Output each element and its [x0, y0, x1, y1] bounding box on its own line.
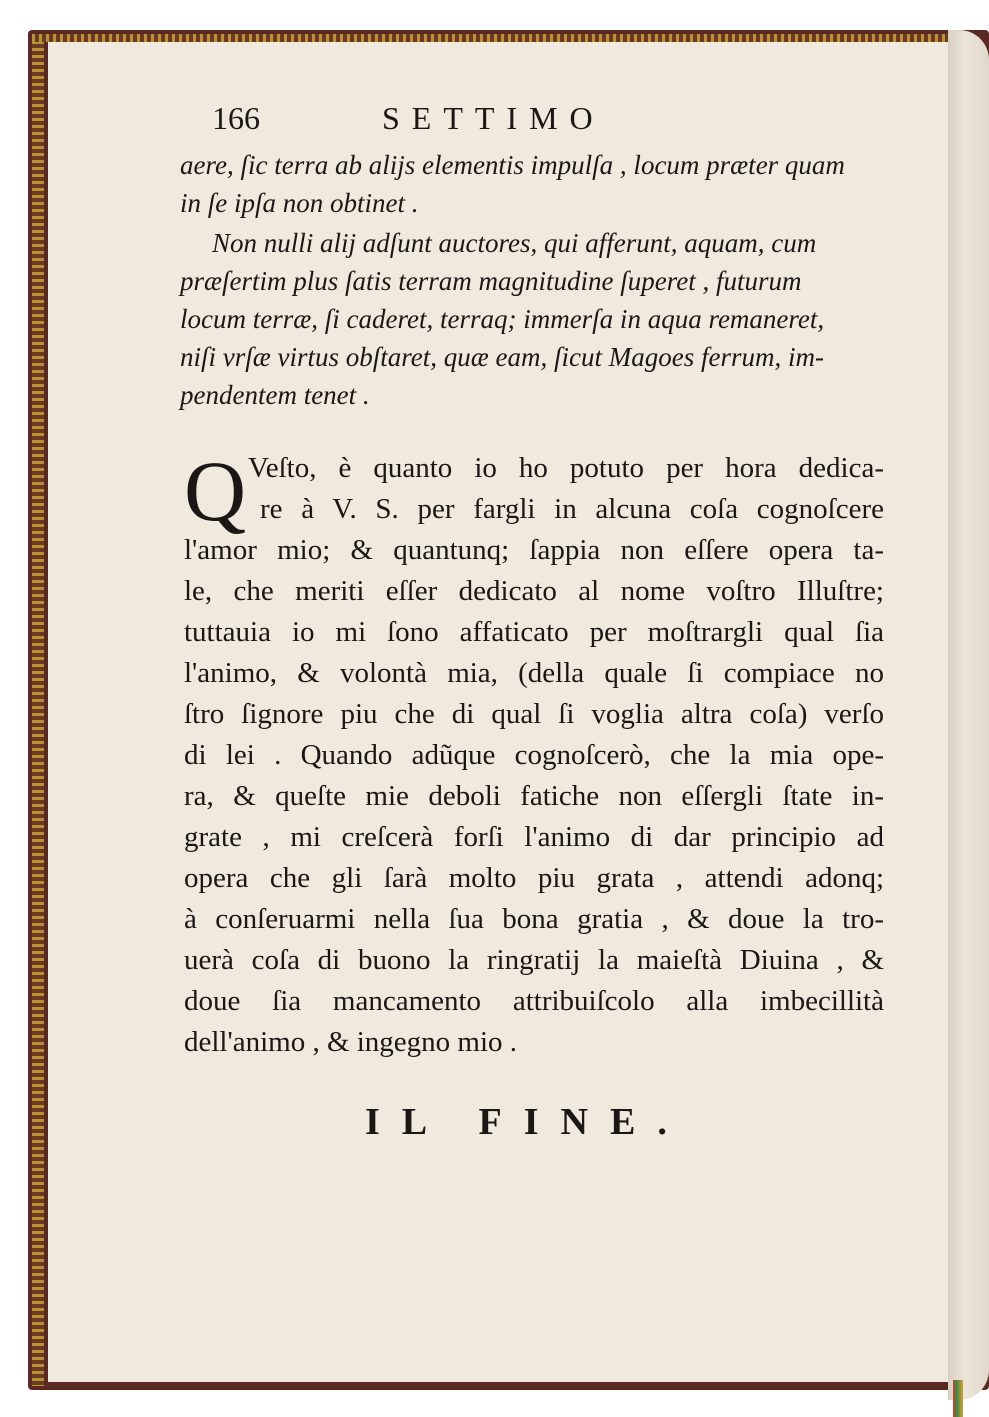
italic-line: Non nulli alij adſunt auctores, qui afferunt, aquam, cum — [212, 228, 817, 258]
text-line: grate , mi creſcerà forſi l'animo di dar principio ad — [184, 821, 884, 853]
running-title: SETTIMO — [382, 100, 605, 136]
text-line: dell'animo , & ingegno mio . — [184, 1026, 518, 1058]
italic-line: locum terræ, ſi caderet, terraq; immerſa in aqua remaneret, — [180, 304, 825, 334]
text-line: doue ſia mancamento attribuiſcolo alla imbecillità — [184, 985, 884, 1017]
text-line: uerà coſa di buono la ringratij la maieſtà Diuina , & — [184, 944, 884, 976]
text-line: ra, & queſte mie deboli fatiche non eſſergli ſtate in- — [184, 780, 884, 812]
text-line: re à V. S. per fargli in alcuna coſa cognoſcere — [260, 493, 884, 525]
text-line: Veſto, è quanto io ho potuto per hora dedica- — [248, 452, 884, 484]
colophon: IL FINE. — [365, 1101, 689, 1143]
text-line: opera che gli ſarà molto piu grata , attendi adonq; — [184, 862, 884, 894]
text-line: à conſeruarmi nella ſua bona gratia , & doue la tro- — [184, 903, 884, 935]
italic-line: niſi vrſæ virtus obſtaret, quæ eam, ſicut Magoes ferrum, im- — [180, 342, 824, 372]
running-header — [212, 100, 672, 142]
text-line: le, che meriti eſſer dedicato al nome voſtro Illuſtre; — [184, 575, 884, 607]
italic-line: præſertim plus ſatis terram magnitudine ſuperet , futurum — [180, 266, 802, 296]
text-line: di lei . Quando adũque cognoſcerò, che la mia ope- — [184, 739, 884, 771]
italic-line: pendentem tenet . — [180, 380, 370, 410]
italic-line: in ſe ipſa non obtinet . — [180, 188, 419, 218]
text-line: tuttauia io mi ſono affaticato per moſtrargli qual ſia — [184, 616, 884, 648]
text-line: l'animo, & volontà mia, (della quale ſi compiace no — [184, 657, 884, 689]
drop-cap: Q — [184, 443, 247, 539]
text-line: ſtro ſignore piu che di qual ſi voglia altra coſa) verſo — [184, 698, 884, 730]
italic-line: aere, ſic terra ab alijs elementis impulſa , locum præter quam — [180, 150, 845, 180]
text-line: l'amor mio; & quantunq; ſappia non eſſere opera ta- — [184, 534, 884, 566]
page-number: 166 — [212, 100, 260, 136]
